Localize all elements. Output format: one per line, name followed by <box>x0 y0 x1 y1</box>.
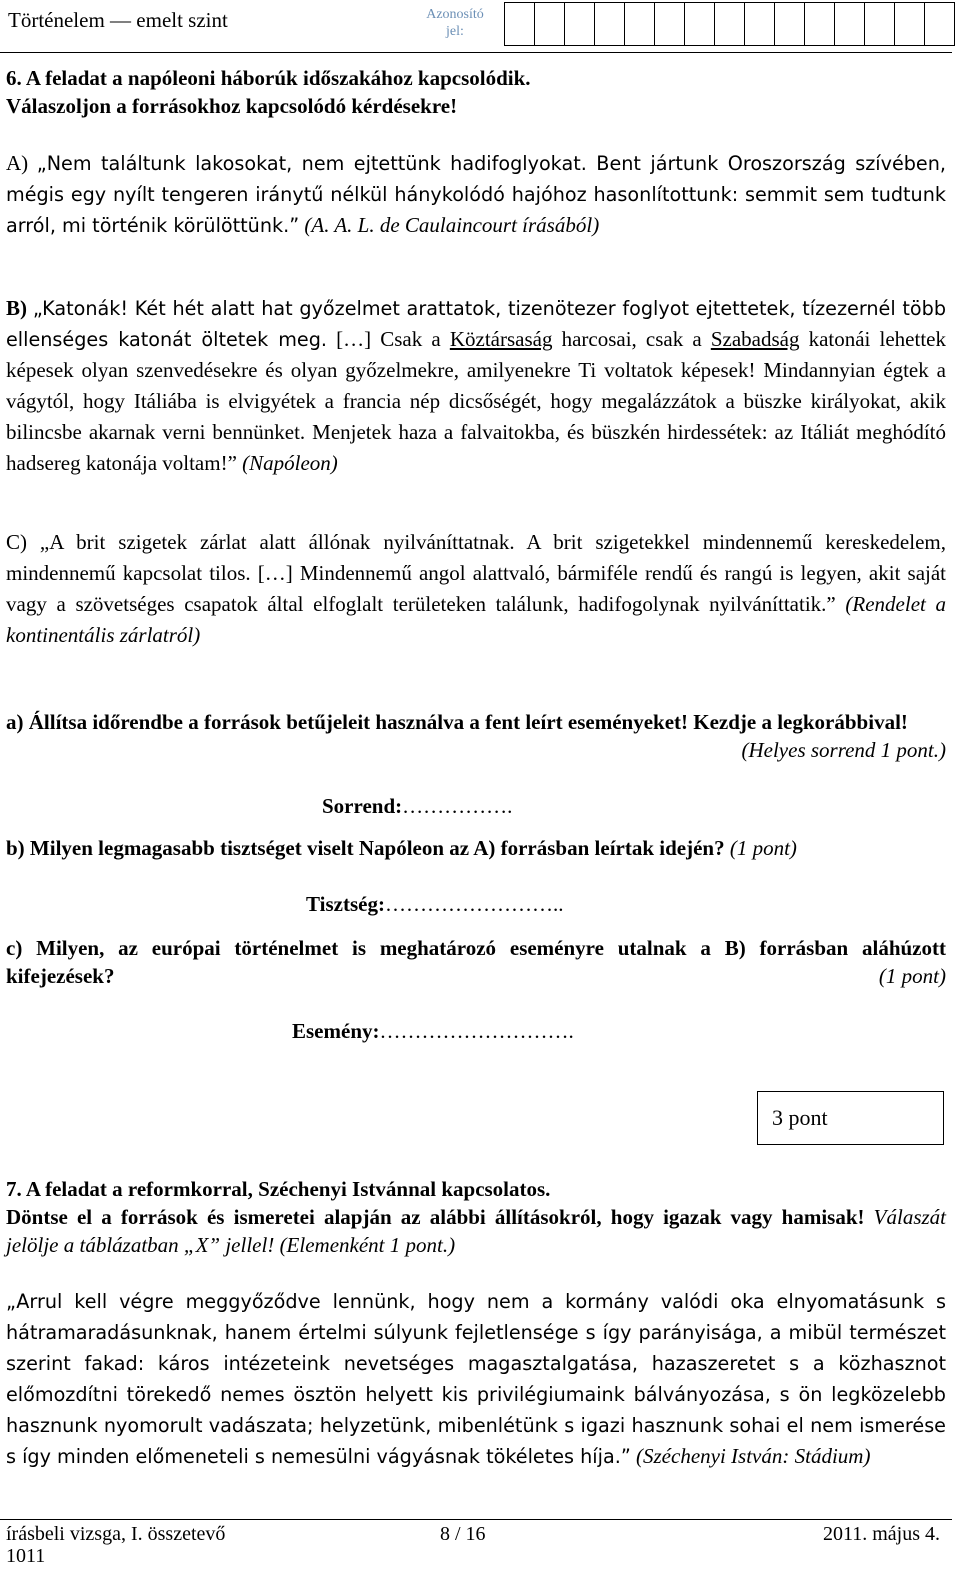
source-c-text: „A brit szigetek zárlat alatt állónak nyilváníttatnak. A brit szigetekkel mindennemű kereskedelem, mindennemű kapcsolat tilos. […] Mindennemű angol alattvaló, bármiféle rendű és rangú is legyen, akit saját vagy a szövetséges csapatok által elfoglalt területeken találunk, hadifogolynak nyilváníttatik.” <box>6 530 946 616</box>
footer-code: 1011 <box>6 1545 46 1567</box>
szechenyi-quote: „Arrul kell végre meggyőződve lennünk, hogy nem a kormány valódi oka elnyomatásunk s hátramaradásunknak, hanem értelmi súlyunk fejletlensége s így parányisága, a mibül természet szerint fakad: káros intézeteink nevetséges magasztalgatása, hazaszeretet s a közhasznot előmozdítni törekedő nemes ösztön helyett kis privilégiumaink bálványozása, s ön legközelebb hasznunk nyomorult vadászata; helyzetünk, mibenlétünk s igazi hasznunk sohai el nem ismerése s így minden előmeneteli s nemesülni vágyásnak tökéletes híja.” (Széchenyi István: Stádium) <box>6 1290 946 1468</box>
footer-date: 2011. május 4. <box>822 1523 940 1545</box>
footer-page: 8 / 16 <box>440 1523 486 1545</box>
question-a: a) Állítsa időrendbe a források betűjeleit használva a fent leírt eseményeket! Kezdje a legkorábbival! (Helyes sorrend 1 pont.) <box>6 710 946 762</box>
question-c-points: (1 pont) <box>878 964 946 988</box>
source-c-cite: (Rendelet a kontinentális zárlatról) <box>6 592 947 647</box>
answer-order[interactable]: Sorrend:……………. <box>322 794 513 818</box>
answer-position[interactable]: Tisztség:…………………….. <box>306 892 564 916</box>
id-code-boxes[interactable] <box>505 2 955 46</box>
source-a-letter: A) <box>6 151 29 175</box>
question-b-points: (1 pont) <box>724 836 797 860</box>
source-b: B) „Katonák! Két hét alatt hat győzelmet arattatok, tizenötezer foglyot ejtettetek, tízezernél több ellenséges katonát öltetek meg. […] Csak a Köztársaság harcosai, csak a Szabadság katonái lehettek képesek olyan szenvedésekre és olyan győzelmekre, amilyenekre Ti voltatok képesek! Mindannyian égtek a vágytól, hogy Itáliába is elvigyétek a francia nép dicsőségét, hogy megalázzátok a büszke királyokat, akik bilincsbe akarnak verni bennünket. Menjetek haza a falvaitokba, és büszkén hirdessétek: az Itáliát meghódító hadsereg katonája voltam!” (Napóleon) <box>6 296 947 475</box>
task7-intro: 7. A feladat a reformkorral, Széchenyi Istvánnal kapcsolatos. Döntse el a források és ismeretei alapján az alábbi állításokról, hogy igazak vagy hamisak! Válaszát jelölje a táblázatban „X” jellel! (Elemenként 1 pont.) <box>6 1177 947 1257</box>
source-b-cite: (Napóleon) <box>236 451 338 475</box>
question-c: c) Milyen, az európai történelmet is meghatározó eseményre utalnak a B) forrásban aláhúzott kifejezések? (1 pont) <box>6 936 946 988</box>
answer-event[interactable]: Esemény:………………………. <box>292 1019 574 1043</box>
header-divider <box>0 52 952 53</box>
id-label: Azonosító jel: <box>426 7 484 39</box>
underlined-liberty: Szabadság <box>710 327 800 351</box>
source-a-text: „Nem találtunk lakosokat, nem ejtettünk hadifoglyokat. Bent jártunk Oroszország szívében, mégis egy nyílt tengeren iránytű nélkül hánykolódó hajóhoz hasonlítottunk: semmit sem tudtunk arról, mi történik körülöttünk.” <box>6 152 946 237</box>
footer-left: írásbeli vizsga, I. összetevő 1011 <box>6 1523 226 1567</box>
source-c <box>6 527 946 651</box>
score-box: 3 pont <box>757 1091 944 1145</box>
underlined-republic: Köztársaság <box>449 327 553 351</box>
source-a-cite: (A. A. L. de Caulaincourt írásából) <box>299 213 600 237</box>
quote-cite: (Széchenyi István: Stádium) <box>630 1444 871 1468</box>
task6-intro: 6. A feladat a napóleoni háborúk időszakához kapcsolódik. Válaszoljon a forrásokhoz kapcsolódó kérdésekre! <box>6 66 531 118</box>
source-a <box>6 148 946 241</box>
question-b: b) Milyen legmagasabb tisztséget viselt Napóleon az A) forrásban leírtak idején? (1 pont) <box>6 836 797 860</box>
question-a-points: (Helyes sorrend 1 pont.) <box>741 738 946 762</box>
source-b-letter: B) <box>6 296 27 320</box>
source-c-letter: C) <box>6 530 27 554</box>
footer-divider <box>0 1519 952 1520</box>
header-title: Történelem — emelt szint <box>8 8 228 32</box>
